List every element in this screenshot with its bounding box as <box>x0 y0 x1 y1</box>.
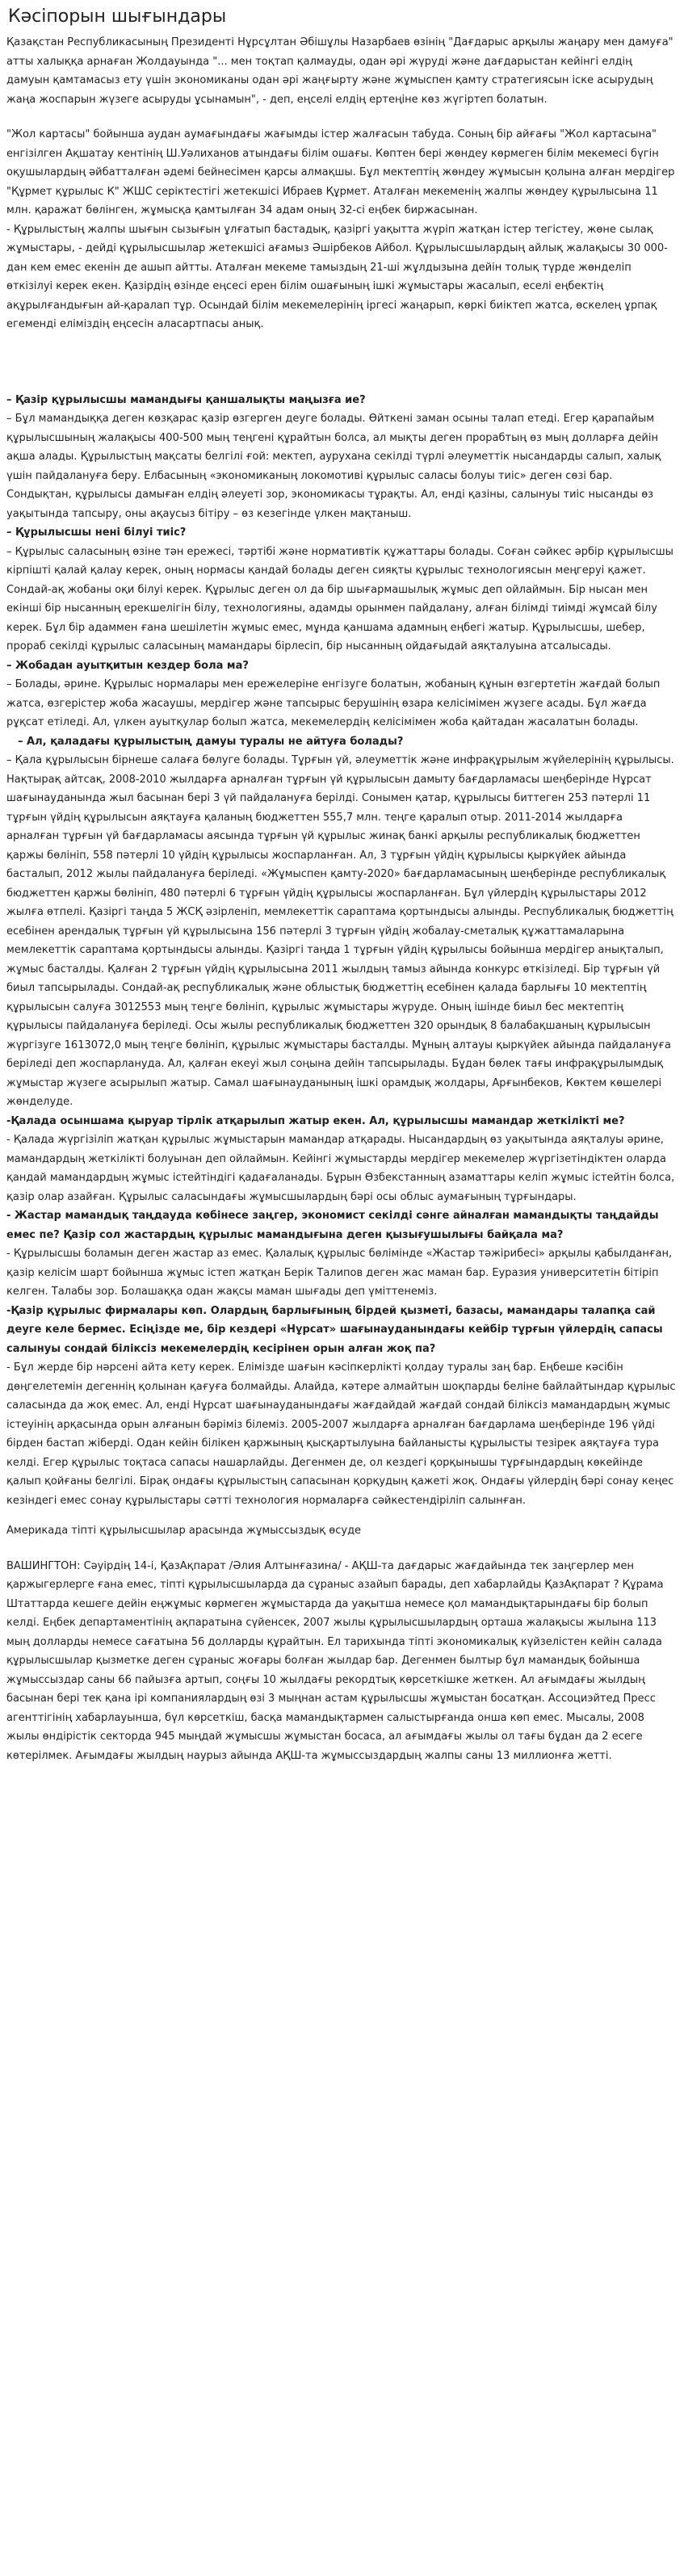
interview-answer: - Қалада жүргізіліп жатқан құрылыс жұмыстарын мамандар атқарады. Нысандардың өз уақытында аяқталуы әрине, мамандардың жеткілікті болуынан деп ойлаймын. Кейінгі жұмыстарды мердігер мекемелер жүргізетіндіктен оларда қандай мамандардың жұмыс істейтіндігі қадағаланады. Бұрын Өзбекстанның азаматтары келіп жұмыс істейтін болса, қазір олар азайған. Құрылыс саласындағы жұмысшылардың бәрі осы облыс аумағының тұрғындары. <box>6 1134 675 1203</box>
interview-question: – Жобадан ауытқитын кездер бола ма? <box>6 659 249 672</box>
article-2-body: ВАШИНГТОН: Сәуірдің 14-і, ҚазАқпарат /Әлия Алтынғазина/ - АҚШ-та дағдарыс жағдайында тек заңгерлер мен қаржыгерлерге ғана емес, тіпті құрылысшыларда да сұраныс азайып барады, деп хабарлайды ҚазАқпарат ? Құрама Штаттарда кешеге дейін еңжұмыс көрмеген жұмыстарда да уақытша немесе қол мамандықтарындағы бір болып келді. Еңбек департаментінің ақпаратына сүйенсек, 2007 жылы құрылысшылардың орташа жалақысы жылына 113 мың долларды немесе сағатына 56 долларды құрайтын. Ел тарихында тіпті экономикалық күйзелістен кейін салада құрылысшылар қызметке деген сұраныс жоғары болған жылдар бар. Дегенмен былтыр бұл мамандық бойынша жұмыссыздар саны 66 пайызға артып, соңғы 10 жылдағы рекордтық көрсеткішке жеткен. Ал ағымдағы жылдың басынан бері тек қана ірі компаниялардың өзі 3 мыңнан астам құрылысшы жұмыстан босатқан. Ассоциэйтед Пресс агенттігінің хабарлауынша, бүл көрсеткіш, басқа мамандықтармен салыстырғанда онша көп емес. Мысалы, 2008 жылы өндірістік секторда 945 мыңдай жұмысшы жұмыстан босаса, ал ағымдағы жылы ол тағы бұдан да 2 есеге көтерілмек. Ағымдағы жылдың наурыз айында АҚШ-та жұмыссыздардың жалпы саны 13 миллионға жетті. <box>6 1559 664 1762</box>
interview-answer: - Құрылысшы боламын деген жастар аз емес. Қалалық құрылыс бөлімінде «Жастар тәжірибесі» арқылы қабылданған, қазір келісім шарт бойынша жұмыс істеп жатқан Берік Талипов деген жас маман бар. Еуразия университетін бітіріп келген. Талабы зор. Болашаққа одан жақсы маман шығады деп үміттенеміз. <box>6 1248 673 1298</box>
interview-answer: – Қала құрылысын бірнеше салаға бөлуге болады. Тұрғын үй, әлеуметтік және инфрақұрылым жүйелерінің құрылысы. Нақтырақ айтсақ, 2008-2010 жылдарға арналған тұрғын үй құрылысын дамыту бағдарламасы шеңберінде Нұрсат шағынауданында жыл басынан бері 3 үй пайдалануға берілді. Сонымен қатар, құрылысы биттеген 253 пәтерлі 11 тұрғын үйдің құрылысын аяқтауға қаланың бюджеттен 555,7 млн. теңге қаралып отыр. 2011-2014 жылдарға арналған тұрғын үй бағдарламасы аясында тұрғын үй құрылыс жинақ банкі арқылы республикалық бюджеттен қаржы бөлініп, 558 пәтерлі 10 үйдің құрылысы жоспарланған. Ал, 3 тұрғын үйдің құрылысы қыркүйек айында басталып, 2012 жылы пайдалануға беріледі. «Жұмыспен қамту-2020» бағдарламасының шеңберінде республикалық бюджеттен қаржы бөлініп, 480 пәтерлі 6 тұрғын үйдің құрылысы жоспарланған. Бұл үйлердің құрылыстары 2012 жылға өтпелі. Қазіргі таңда 5 ЖСҚ әзірленіп, мемлекеттік сараптама қортындысы алынды. Республикалық бюджеттің есебінен арендалық тұрғын үй құрылысына 156 пәтерлі 3 тұрғын үйдің жобалау-сметалық құжаттамаларына мемлекеттік сараптама қортындысы алынды. Қазіргі таңда 1 тұрғын үйдің құрылысы бойынша мердігер анықталып, жұмыс басталды. Қалған 2 тұрғын үйдің құрылысына 2011 жылдың тамыз айында конкурс өткізіледі. Бір тұрғын үй биыл тапсырылады. Сондай-ақ республикалық және облыстық бюджеттің есебінен қалада барлығы 10 мектептің құрылысын салуға 3012553 мың теңге бөлініп, құрылыс жұмыстары жүруде. Оның ішінде биыл бес мектептің құрылысы пайдалануға беріледі. Осы жылы республикалық бюджеттен 320 орындық 8 балабақшаның құрылысын жүргізуге 1613072,0 мың теңге бөлініп, құрылыс жұмыстары басталды. Мұның алтауы қыркүйек айында пайдалануға беріледі деп жоспарлануда. Ал, қалған екеуі жыл соңына дейін тапсырылады. Бұдан бөлек тағы инфрақұрылымдық жұмыстар жүзеге асырылып жатыр. Самал шағынауданының ішкі орамдық жолдары, Арғынбеков, Көктем көшелері жөнделуде. <box>6 754 674 1108</box>
intro-paragraph: - Құрылыстың жалпы шығын сызығын ұлғатып бастадық, қазіргі уақытта жүріп жатқан істер тегістеу, жөне сылақ жұмыстары, - дейді құрылысшылар жетекшісі ағамыз Әшірбеков Айбол. Құрылысшылардың айлық жалақысы 30 000-дан кем емес екенін де ашып айтты. Аталған мекеме тамыздың 21-ші жұлдызына дейін толық түрде жөнделіп өткізілуі керек екен. Қазірдің өзінде еңсесі ерен білім ошағының ішкі жұмыстары жасалып, еселі еңбектің ақұрылғандығын ай-қаралап тұр. Осындай білім мекемелерінің іргесі жаңарып, көркі биіктеп жатса, өскелең ұрпақ егеменді еліміздің еңсесін аласартпасы анық. <box>6 223 668 330</box>
article-2-heading: Америкада тіпті құрылысшылар арасында жұмыссыздық өсуде <box>6 1525 362 1537</box>
page-title: Кәсіпорын шығындары <box>8 6 227 27</box>
intro-paragraph: "Жол картасы" бойынша аудан аумағындағы жағымды істер жалғасын табуда. Соның бір айғағы "Жол картасына" енгізілген Ақшатау кентінің Ш.Уәлиханов атындағы білім ошағы. Көптен бері жөндеу көрмеген білім мекемесі бүгін оқушылардың әйбатталған әдемі бейнесімен қарсы алмақшы. Бұл мектептің жөндеу жұмысын қолына алған мердігер "Құрмет құрылыс К" ЖШС серіктестігі жетекшісі Ибраев Құрмет. Аталған мекеменің жалпы жөндеу құрылысына 11 млн. қаражат бөлінген, жұмысқа қамтылған 34 адам оның 32-сі еңбек биржасынан. <box>6 128 675 216</box>
interview-question: -Қалада осыншама қыруар тірлік атқарылып жатыр екен. Ал, құрылысшы мамандар жеткілікті ме? <box>6 1114 625 1127</box>
interview-question: - Жастар мамандық таңдауда көбінесе заңгер, экономист секілді сәнге айналған мамандықты таңдайды емес пе? Қазір сол жастардың құрылыс мамандығына деген қызығушылығы байқала ма? <box>6 1210 659 1241</box>
intro-paragraph: Қазақстан Республикасының Президенті Нұрсұлтан Әбішұлы Назарбаев өзінің "Дағдарыс арқылы жаңару мен дамуға" атты халыққа арнаған Жолдауында "... мен тоқтап қалмауды, одан әрі жүруді және дағдарыстан кейінгі елдің дамуын қамтамасыз ету үшін экономиканы одан әрі жаңғырту және жұмыспен қамту стратегиясын іске асырудың жаңа жоспарын жүзеге асыруды ұсынамын", - деп, еңселі елдің ертеңіне көз жүгіртеп болатын. <box>6 36 674 106</box>
interview-answer: – Болады, әрине. Құрылыс нормалары мен ережелеріне енгізуге болатын, жобаның құнын өзгертетін жағдай болып жатса, өзгерістер жоба жасаушы, мердігер және тапсырыс берушінің өзара келісімімен жүзеге асады. Бұл жағда рұқсат етіледі. Ал, үлкен ауытқулар болып жатса, мекемелердің келісімімен жоба қайтадан жасалатын болады. <box>6 678 661 728</box>
interview-answer: - Бұл жерде бір нәрсені айта кету керек. Елімізде шағын кәсіпкерлікті қолдау туралы заң бар. Еңбеше кәсібін дөңгелетемін дегеннің қолынан қағуға болмайды. Алайда, кәтере алмайтын шоқпарды беліне байлайтындар құрылыс саласында да жоқ емес. Ал, енді Нұрсат шағынауданындағы жағдайдай жағдай сондай біліксіз мамандардың жұмыс істеуінің арқасында орын алғанын бәріміз білеміз. 2005-2007 жылдарға арналған бағдарлама шеңберінде 196 үйді бірден бастап жіберді. Одан кейін білікен қаржының қысқартылуына байланысты құрылысты тезірек аяқтауға тура келді. Егер құрылыс тоқтаса сапасы нашарлайды. Дегенмен де, ол кездегі қорқынышы тұрғындардың көкейінде қалып қойғаны белгілі. Бірақ ондағы құрылыстың сапасынан қорқудың қажеті жоқ. Ондағы үйлердің бәрі сонау кеңес кезіндегі емес сонау құрылыстары сәтті технология нормаларға сәйкестендіріліп салынған. <box>6 1361 676 1507</box>
interview-question: – Ал, қаладағы құрылыстың дамуы туралы не айтуға болады? <box>18 735 404 748</box>
interview-question: – Құрылысшы нені білуі тиіс? <box>6 527 187 539</box>
intro-section <box>6 33 678 334</box>
interview-question: -Қазір құрылыс фирмалары көп. Олардың барлығының бірдей қызметі, базасы, мамандары талапқа сай деуге келе бермес. Есіңізде ме, бір кездері «Нұрсат» шағынауданындағы кейбір тұрғын үйлердің сапасы салынуы сондай біліксіз мекемелердің кесірінен орын алған жоқ па? <box>6 1304 663 1355</box>
interview-question: – Қазір құрылысшы мамандығы қаншалықты маңызға ие? <box>6 393 366 406</box>
article-2 <box>6 1521 678 1765</box>
interview-section <box>6 391 678 1511</box>
interview-answer: – Бұл мамандыққа деген көзқарас қазір өзгерген деуге болады. Өйткені заман осыны талап етеді. Егер қарапайым құрылысшының жалақысы 400-500 мың теңгені құрайтын болса, ал мықты деген прорабтың өз мың долларға дейін ақша алады. Құрылыстың мақсаты белгілі ғой: мектеп, ауруxана секілді түрлі әлеуметтік нысандарды салып, халық үшін пайдалануға беру. Елбасының «экономиканың локомотиві құрылыс саласы болуы тиіс» деген сөзі бар. Сондықтан, құрылысы дамыған елдің әлеуеті зор, экономикасы тұрақты. Ал, енді қазіны, салынуы тиіс нысанды өз уақытында тапсыру, оны ақаусыз бітіру – өз кезегінде үлкен мақтаныш. <box>6 413 661 520</box>
interview-answer: – Құрылыс саласының өзіне тән ережесі, тәртібі және нормативтік құжаттары болады. Соған сәйкес әрбір құрылысшы кірпішті қалай қалау керек, оның нормасы қандай болады деген сияқты құрылыс технологиясын меңгеруі қажет. Сондай-ақ жобаны оқи білуі керек. Құрылыс деген ол да бір шығармашылық жұмыс деп ойлаймын. Бір нысан мен екінші бір нысанның ерекшелігін білу, технологияны, адамды орынмен пайдалану, алған білімді тиімді жұмсай білу керек. Бұл бір адаммен ғана шешілетін жұмыс емес, мұнда қаншама адамның еңбегі жатыр. Құрылысшы, шебер, прораб секілді құрылыс саласының мамандары бірлесіп, бір нысанның ойдағыдай аяқталуына атсалысады. <box>6 545 674 652</box>
